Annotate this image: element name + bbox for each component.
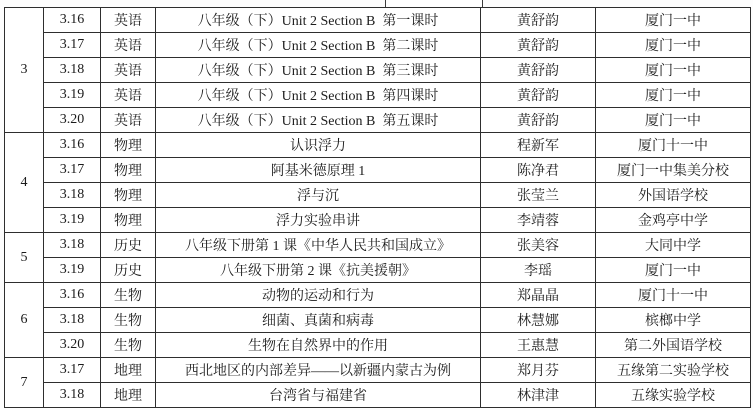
teacher-cell: 黄舒韵 xyxy=(481,83,596,108)
school-cell: 厦门一中 xyxy=(596,8,751,33)
table-row xyxy=(5,358,751,383)
subject-cell: 英语 xyxy=(101,83,156,108)
teacher-cell: 陈净君 xyxy=(481,158,596,183)
school-cell: 五缘第二实验学校 xyxy=(596,358,751,383)
teacher-cell: 郑月芬 xyxy=(481,358,596,383)
subject-cell: 生物 xyxy=(101,283,156,308)
school-cell: 厦门一中 xyxy=(596,258,751,283)
lesson-title-cell: 八年级（下）Unit 2 Section B 第一课时 xyxy=(156,8,481,33)
lesson-title-cell: 八年级（下）Unit 2 Section B 第五课时 xyxy=(156,108,481,133)
subject-cell: 英语 xyxy=(101,108,156,133)
table-row xyxy=(5,83,751,108)
date-cell: 3.16 xyxy=(44,8,101,33)
group-number-cell: 5 xyxy=(5,233,44,283)
table-row xyxy=(5,183,751,208)
school-cell: 厦门一中 xyxy=(596,58,751,83)
date-cell: 3.19 xyxy=(44,258,101,283)
table-row xyxy=(5,8,751,33)
subject-cell: 地理 xyxy=(101,383,156,408)
school-cell: 厦门一中集美分校 xyxy=(596,158,751,183)
table-row xyxy=(5,208,751,233)
subject-cell: 生物 xyxy=(101,308,156,333)
date-cell: 3.20 xyxy=(44,108,101,133)
teacher-cell: 林津津 xyxy=(481,383,596,408)
teacher-cell: 张美容 xyxy=(481,233,596,258)
school-cell: 厦门十一中 xyxy=(596,283,751,308)
date-cell: 3.17 xyxy=(44,33,101,58)
lesson-title-cell: 台湾省与福建省 xyxy=(156,383,481,408)
table-row xyxy=(5,308,751,333)
date-cell: 3.18 xyxy=(44,183,101,208)
date-cell: 3.18 xyxy=(44,308,101,333)
date-cell: 3.17 xyxy=(44,358,101,383)
school-cell: 金鸡亭中学 xyxy=(596,208,751,233)
lesson-title-cell: 八年级（下）Unit 2 Section B 第二课时 xyxy=(156,33,481,58)
teacher-cell: 林慧娜 xyxy=(481,308,596,333)
teacher-cell: 黄舒韵 xyxy=(481,8,596,33)
date-cell: 3.19 xyxy=(44,83,101,108)
subject-cell: 地理 xyxy=(101,358,156,383)
date-cell: 3.18 xyxy=(44,58,101,83)
lesson-title-cell: 阿基米德原理 1 xyxy=(156,158,481,183)
school-cell: 厦门一中 xyxy=(596,33,751,58)
table-row xyxy=(5,258,751,283)
subject-cell: 生物 xyxy=(101,333,156,358)
subject-cell: 英语 xyxy=(101,33,156,58)
date-cell: 3.17 xyxy=(44,158,101,183)
date-cell: 3.16 xyxy=(44,133,101,158)
subject-cell: 英语 xyxy=(101,8,156,33)
date-cell: 3.18 xyxy=(44,233,101,258)
table-row xyxy=(5,283,751,308)
teacher-cell: 黄舒韵 xyxy=(481,33,596,58)
date-cell: 3.16 xyxy=(44,283,101,308)
school-cell: 厦门一中 xyxy=(596,83,751,108)
school-cell: 厦门十一中 xyxy=(596,133,751,158)
group-number-cell: 6 xyxy=(5,283,44,358)
subject-cell: 物理 xyxy=(101,158,156,183)
teacher-cell: 程新军 xyxy=(481,133,596,158)
teacher-cell: 王惠慧 xyxy=(481,333,596,358)
subject-cell: 物理 xyxy=(101,208,156,233)
lesson-title-cell: 八年级（下）Unit 2 Section B 第四课时 xyxy=(156,83,481,108)
teacher-cell: 李靖蓉 xyxy=(481,208,596,233)
date-cell: 3.19 xyxy=(44,208,101,233)
table-row xyxy=(5,108,751,133)
teacher-cell: 黄舒韵 xyxy=(481,108,596,133)
table-row xyxy=(5,333,751,358)
teacher-cell: 黄舒韵 xyxy=(481,58,596,83)
teacher-cell: 郑晶晶 xyxy=(481,283,596,308)
lesson-title-cell: 生物在自然界中的作用 xyxy=(156,333,481,358)
school-cell: 大同中学 xyxy=(596,233,751,258)
group-number-cell: 4 xyxy=(5,133,44,233)
group-number-cell: 7 xyxy=(5,358,44,408)
date-cell: 3.18 xyxy=(44,383,101,408)
table-row xyxy=(5,158,751,183)
school-cell: 外国语学校 xyxy=(596,183,751,208)
table-row xyxy=(5,383,751,408)
school-cell: 第二外国语学校 xyxy=(596,333,751,358)
group-number-cell: 3 xyxy=(5,8,44,133)
lesson-title-cell: 细菌、真菌和病毒 xyxy=(156,308,481,333)
lesson-title-cell: 浮力实验串讲 xyxy=(156,208,481,233)
table-row xyxy=(5,133,751,158)
subject-cell: 英语 xyxy=(101,58,156,83)
subject-cell: 历史 xyxy=(101,258,156,283)
table-row xyxy=(5,233,751,258)
lesson-schedule-table xyxy=(4,7,751,408)
school-cell: 厦门一中 xyxy=(596,108,751,133)
subject-cell: 物理 xyxy=(101,183,156,208)
subject-cell: 历史 xyxy=(101,233,156,258)
lesson-title-cell: 动物的运动和行为 xyxy=(156,283,481,308)
school-cell: 槟榔中学 xyxy=(596,308,751,333)
table-row xyxy=(5,58,751,83)
lesson-title-cell: 八年级下册第 1 课《中华人民共和国成立》 xyxy=(156,233,481,258)
table-row xyxy=(5,33,751,58)
teacher-cell: 张莹兰 xyxy=(481,183,596,208)
school-cell: 五缘实验学校 xyxy=(596,383,751,408)
date-cell: 3.20 xyxy=(44,333,101,358)
lesson-title-cell: 浮与沉 xyxy=(156,183,481,208)
subject-cell: 物理 xyxy=(101,133,156,158)
lesson-title-cell: 八年级下册第 2 课《抗美援朝》 xyxy=(156,258,481,283)
lesson-title-cell: 八年级（下）Unit 2 Section B 第三课时 xyxy=(156,58,481,83)
teacher-cell: 李瑶 xyxy=(481,258,596,283)
lesson-title-cell: 西北地区的内部差异――以新疆内蒙古为例 xyxy=(156,358,481,383)
lesson-title-cell: 认识浮力 xyxy=(156,133,481,158)
